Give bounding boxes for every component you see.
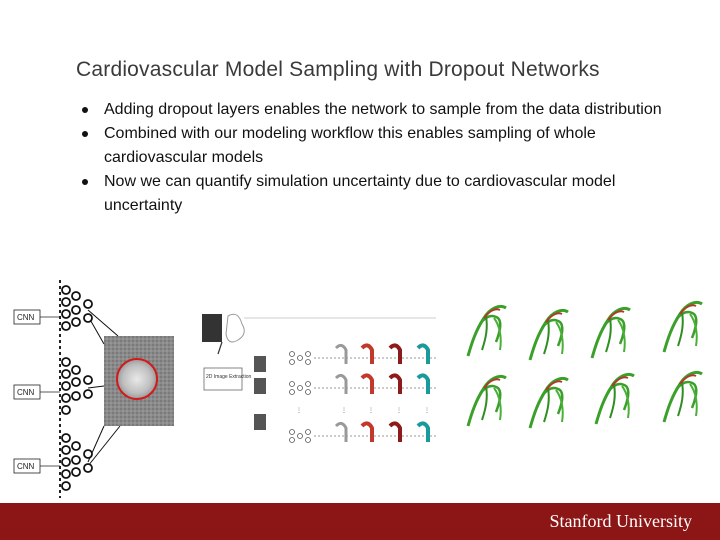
cnn-box — [14, 310, 60, 324]
slide-title: Cardiovascular Model Sampling with Dropout Networks — [76, 58, 600, 81]
svg-text:⋮: ⋮ — [368, 408, 374, 414]
svg-text:⋮: ⋮ — [296, 408, 302, 414]
footer-bar — [0, 503, 720, 540]
bullet-text: Combined with our modeling workflow this enables sampling of whole cardiovascular models — [104, 125, 596, 166]
ct-scanner-icon — [202, 314, 222, 342]
bullet-dot-icon — [82, 107, 88, 113]
cnn-label: CNN — [17, 388, 35, 397]
bullet-item — [84, 170, 694, 218]
bullet-item — [84, 98, 694, 122]
bullet-item — [84, 122, 694, 170]
sampled-vessel-trees — [460, 298, 720, 438]
cnn-label: CNN — [17, 313, 35, 322]
bullet-text: Now we can quantify simulation uncertainty due to cardiovascular model uncertainty — [104, 173, 616, 214]
bullet-text: Adding dropout layers enables the network to sample from the data distribution — [104, 101, 662, 118]
cnn-label: CNN — [17, 462, 35, 471]
modeling-workflow-diagram — [196, 308, 446, 466]
bullet-list — [84, 98, 694, 218]
svg-text:⋮: ⋮ — [341, 408, 347, 414]
extraction-label: 2D Image Extraction — [206, 374, 252, 380]
svg-text:⋮: ⋮ — [424, 408, 430, 414]
svg-text:⋮: ⋮ — [396, 408, 402, 414]
cnn-box — [14, 459, 60, 473]
bullet-dot-icon — [82, 131, 88, 137]
vessel-tree-icon — [468, 306, 506, 356]
institution-logo-text: Stanford University — [549, 511, 692, 531]
dropout-network-diagram — [0, 276, 180, 501]
cnn-box — [14, 385, 60, 399]
bullet-dot-icon — [82, 179, 88, 185]
